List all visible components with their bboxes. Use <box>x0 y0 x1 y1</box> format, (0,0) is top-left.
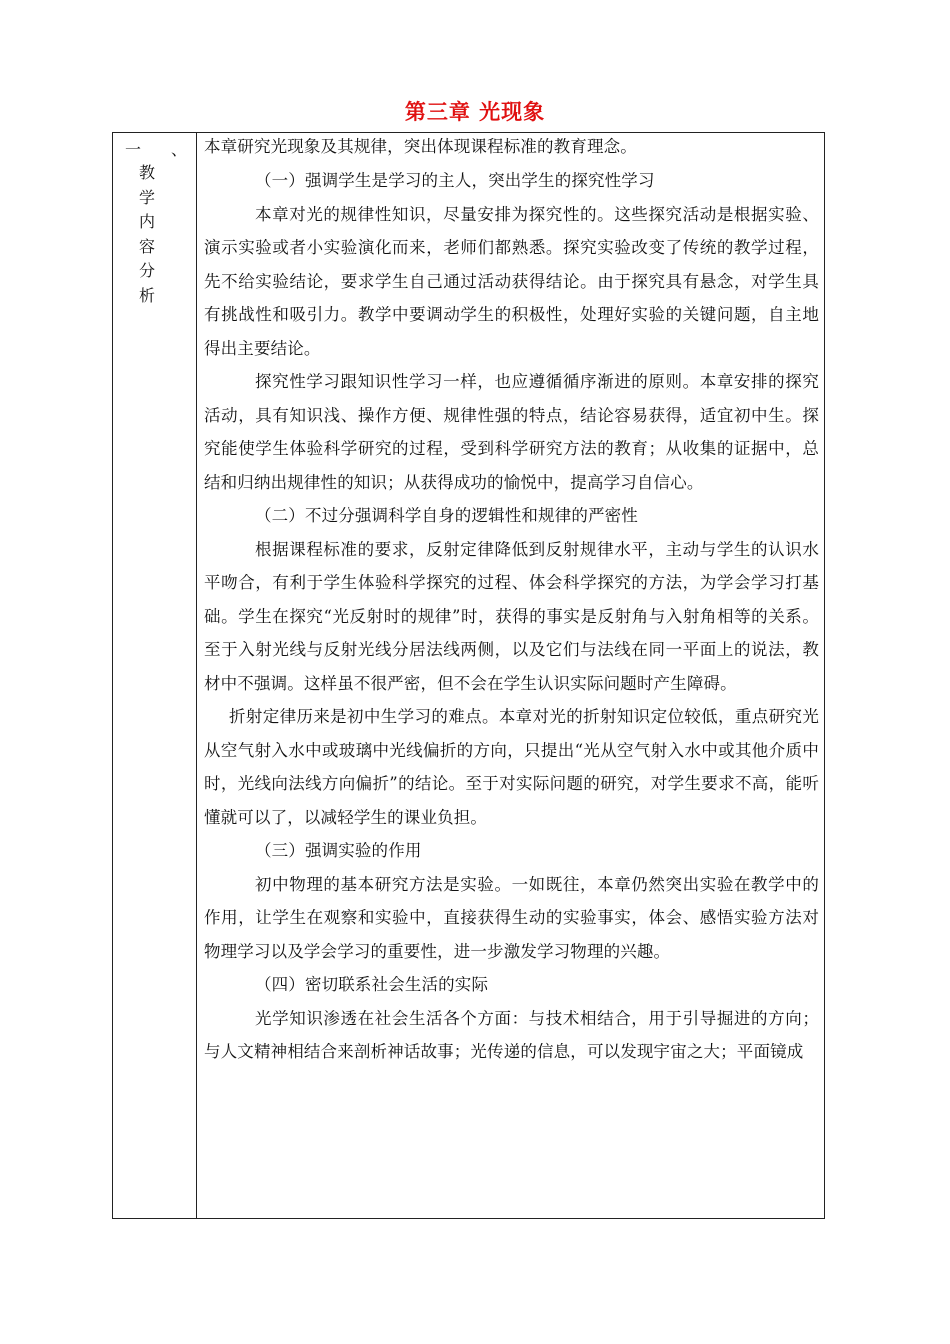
heading-char: 容 <box>138 236 155 256</box>
body-paragraph: 初中物理的基本研究方法是实验。一如既往，本章仍然突出实验在教学中的作用，让学生在观察和实验中，直接获得生动的实验事实，体会、感悟实验方法对物理学习以及学会学习的重要性，进一步激发学习物理的兴趣。 <box>204 874 819 961</box>
body-paragraph: 本章对光的规律性知识，尽量安排为探究性的。这些探究活动是根据实验、演示实验或者小实验演化而来，老师们都熟悉。探究实验改变了传统的教学过程，先不给实验结论，要求学生自己通过活动获得结论。由于探究具有悬念，对学生具有挑战性和吸引力。教学中要调动学生的积极性，处理好实验的关键问题，自主地得出主要结论。 <box>204 204 819 358</box>
subheading-1: （一）强调学生是学习的主人，突出学生的探究性学习 <box>255 171 655 190</box>
heading-char: 内 <box>138 212 155 231</box>
heading-char: 学 <box>138 187 155 207</box>
subheading-4: （四）密切联系社会生活的实际 <box>255 975 489 994</box>
intro-paragraph: 本章研究光现象及其规律，突出体现课程标准的教育理念。 <box>204 137 637 156</box>
section-number-mark: 、 <box>171 140 188 159</box>
column-divider <box>196 133 197 1218</box>
section-label-cell <box>113 133 196 1218</box>
body-paragraph: 光学知识渗透在社会生活各个方面：与技术相结合，用于引导掘进的方向；与人文精神相结合来剖析神话故事；光传递的信息，可以发现宇宙之大；平面镜成 <box>204 1008 819 1061</box>
section-heading-vertical <box>127 161 167 308</box>
heading-char: 分 <box>138 261 155 280</box>
section-number: 一 <box>125 140 142 159</box>
subheading-3: （三）强调实验的作用 <box>255 841 422 860</box>
body-paragraph: 探究性学习跟知识性学习一样，也应遵循循序渐进的原则。本章安排的探究活动，具有知识浅、操作方便、规律性强的特点，结论容易获得，适宜初中生。探究能使学生体验科学研究的过程，受到科学研究方法的教育；从收集的证据中，总结和归纳出规律性的知识；从获得成功的愉悦中，提高学习自信心。 <box>204 372 819 492</box>
heading-char: 教 <box>138 163 155 182</box>
content-table <box>112 132 825 1219</box>
analysis-content-cell <box>204 133 819 1069</box>
body-paragraph: 根据课程标准的要求，反射定律降低到反射规律水平，主动与学生的认识水平吻合，有利于学生体验科学探究的过程、体会科学探究的方法，为学会学习打基础。学生在探究“光反射时的规律”时，获得的事实是反射角与入射角相等的关系。至于入射光线与反射光线分居法线两侧，以及它们与法线在同一平面上的说法，教材中不强调。这样虽不很严密，但不会在学生认识实际问题时产生障碍。 <box>204 539 819 693</box>
subheading-2: （二）不过分强调科学自身的逻辑性和规律的严密性 <box>255 506 638 525</box>
heading-char: 析 <box>138 285 155 305</box>
body-paragraph: 折射定律历来是初中生学习的难点。本章对光的折射知识定位较低，重点研究光从空气射入水中或玻璃中光线偏折的方向，只提出“光从空气射入水中或其他介质中时，光线向法线方向偏折”的结论。至于对实际问题的研究，对学生要求不高，能听懂就可以了，以减轻学生的课业负担。 <box>204 707 819 827</box>
page-title: 第三章 光现象 <box>404 100 546 124</box>
